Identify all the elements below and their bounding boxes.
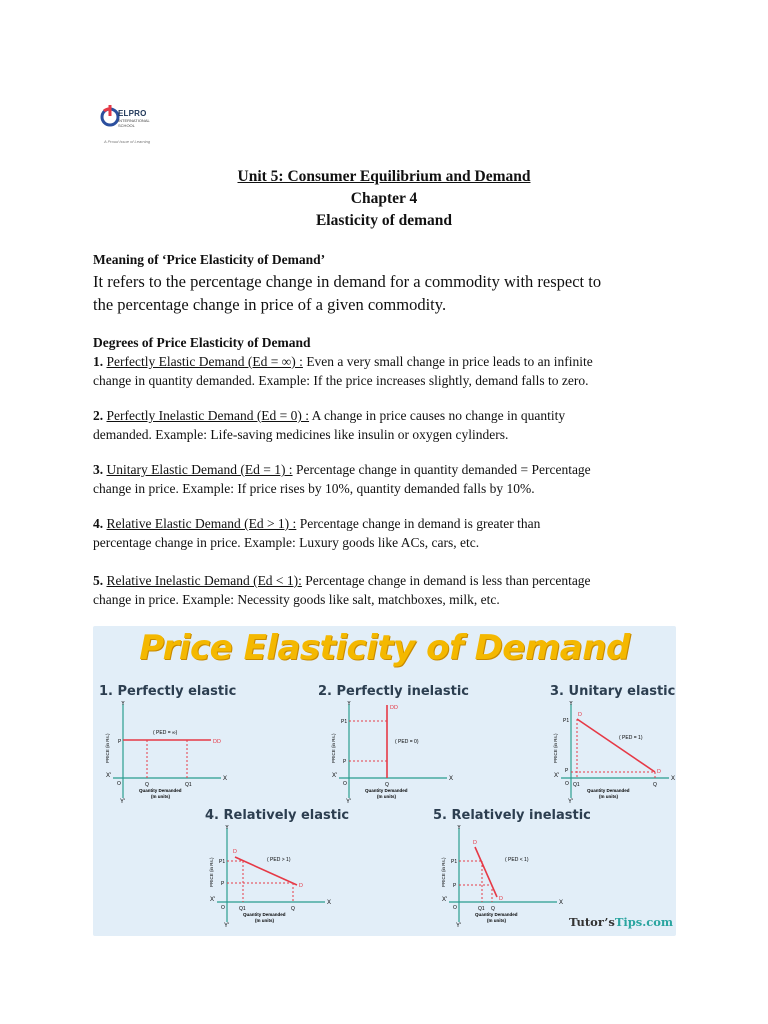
- ped-label: ( PED < 1): [505, 857, 529, 863]
- item-text-cont: change in quantity demanded. Example: If the price increases slightly, demand falls to zero.: [93, 372, 589, 388]
- degree-item-2: [93, 407, 683, 444]
- item-text-cont: demanded. Example: Life-saving medicines like insulin or oxygen cylinders.: [93, 426, 509, 442]
- axis-y: Y: [457, 825, 462, 831]
- credit-part-b: Tips.com: [614, 915, 674, 929]
- item-term: Perfectly Elastic Demand (Ed = ∞) :: [106, 354, 303, 369]
- item-text-cont: percentage change in price. Example: Luxury goods like ACs, cars, etc.: [93, 534, 480, 550]
- qty-label-1: Quantity Demanded: [475, 912, 518, 917]
- d-label-top: D: [578, 712, 582, 718]
- axis-x: X: [449, 776, 454, 782]
- graph-perfectly-elastic: [101, 701, 231, 806]
- degree-item-1: [93, 353, 683, 390]
- meaning-line-1: It refers to the percentage change in demand for a commodity with respect to: [93, 272, 602, 291]
- origin-label: O: [565, 781, 569, 787]
- unit-heading: Unit 5: Consumer Equilibrium and Demand: [237, 168, 531, 185]
- item-text: A change in price causes no change in quantity: [309, 408, 566, 423]
- qty-label-1: Quantity Demanded: [365, 788, 408, 793]
- p-label: P: [565, 768, 569, 774]
- axis-x-neg: X': [210, 897, 216, 903]
- item-number: 3.: [93, 462, 104, 477]
- p1-label: P1: [341, 719, 348, 725]
- graph-perfectly-inelastic: [327, 701, 457, 806]
- item-number: 5.: [93, 573, 104, 588]
- axis-y-neg: Y': [224, 923, 230, 929]
- qty-label-2: (In units): [255, 918, 274, 923]
- axis-x-neg: X': [106, 773, 112, 779]
- axis-y: Y: [569, 701, 574, 707]
- d-label-bottom: D: [499, 896, 503, 902]
- infographic-title: Price Elasticity of Demand: [139, 628, 630, 668]
- axis-x: X: [327, 900, 332, 906]
- ped-label: ( PED > 1): [267, 857, 291, 863]
- degree-item-5: [93, 572, 683, 609]
- ped-label: ( PED = 0): [395, 739, 419, 745]
- axis-y: Y: [225, 825, 230, 831]
- qty-label-1: Quantity Demanded: [139, 788, 182, 793]
- p-label: P: [118, 739, 122, 745]
- credit-part-a: Tutor’s: [569, 915, 615, 929]
- price-axis-label: PRICE (in Rs.): [553, 733, 558, 763]
- degree-item-4: [93, 515, 683, 552]
- dd-label: DD: [213, 739, 221, 745]
- origin-label: O: [117, 781, 121, 787]
- q-label: Q: [653, 782, 657, 788]
- axis-x-neg: X': [442, 897, 448, 903]
- price-axis-label: PRICE (in Rs.): [209, 857, 214, 887]
- axis-x: X: [671, 776, 676, 782]
- price-axis-label: PRICE (in Rs.): [441, 857, 446, 887]
- item-text-cont: change in price. Example: If price rises by 10%, quantity demanded falls by 10%.: [93, 480, 535, 496]
- panel-title-5: 5. Relatively inelastic: [433, 808, 591, 823]
- item-text-cont: change in price. Example: Necessity goods like salt, matchboxes, milk, etc.: [93, 591, 500, 607]
- logo-name: ELPRO: [118, 109, 147, 118]
- item-term: Unitary Elastic Demand (Ed = 1) :: [106, 462, 293, 477]
- q-label: Q: [385, 782, 389, 788]
- elasticity-infographic: [93, 626, 676, 936]
- origin-label: O: [221, 905, 225, 911]
- p-label: P: [221, 881, 225, 887]
- panel-title-3: 3. Unitary elastic: [550, 684, 676, 699]
- dd-label: DD: [390, 705, 398, 711]
- q-label: Q: [291, 906, 295, 912]
- qty-label-2: (In units): [487, 918, 506, 923]
- q1-label: Q1: [185, 782, 192, 788]
- p1-label: P1: [451, 859, 458, 865]
- axis-y-neg: Y': [346, 799, 352, 805]
- panel-title-4: 4. Relatively elastic: [205, 808, 350, 823]
- d-label-top: D: [233, 849, 237, 855]
- axis-y: Y: [347, 701, 352, 707]
- q1-label: Q1: [478, 906, 485, 912]
- logo-sub-2: SCHOOL: [118, 123, 135, 128]
- q-label: Q: [491, 906, 495, 912]
- d-label-bottom: D: [299, 883, 303, 889]
- qty-label-2: (In units): [377, 794, 396, 799]
- item-number: 1.: [93, 354, 104, 369]
- axis-y-neg: Y': [568, 799, 574, 805]
- qty-label-1: Quantity Demanded: [243, 912, 286, 917]
- tutorstips-credit: [569, 915, 673, 929]
- axis-y-neg: Y': [456, 923, 462, 929]
- ped-label: ( PED = 1): [619, 735, 643, 741]
- qty-label-1: Quantity Demanded: [587, 788, 630, 793]
- item-text: Percentage change in demand is less than percentage: [301, 573, 591, 588]
- item-term: Perfectly Inelastic Demand (Ed = 0) :: [106, 408, 310, 423]
- origin-label: O: [343, 781, 347, 787]
- q-label: Q: [145, 782, 149, 788]
- ped-label: ( PED = ∞): [153, 730, 178, 736]
- topic-heading: Elasticity of demand: [315, 212, 453, 229]
- p1-label: P1: [563, 718, 570, 724]
- degree-item-3: [93, 461, 683, 498]
- chapter-heading: Chapter 4: [350, 190, 418, 207]
- axis-x: X: [559, 900, 564, 906]
- axis-x: X: [223, 776, 228, 782]
- qty-label-2: (In units): [599, 794, 618, 799]
- item-number: 4.: [93, 516, 104, 531]
- meaning-line-2: the percentage change in price of a given commodity.: [93, 295, 447, 314]
- origin-label: O: [453, 905, 457, 911]
- graph-unitary-elastic: [549, 701, 679, 806]
- logo-text: [118, 110, 150, 128]
- p-label: P: [453, 883, 457, 889]
- item-term: Relative Inelastic Demand (Ed < 1):: [106, 573, 302, 588]
- d-label-bottom: D: [657, 769, 661, 775]
- qty-label-2: (In units): [151, 794, 170, 799]
- q1-label: Q1: [573, 782, 580, 788]
- logo-tagline: A Proud Issue of Learning: [104, 139, 151, 144]
- price-axis-label: PRICE (in Rs.): [105, 733, 110, 763]
- price-axis-label: PRICE (in Rs.): [331, 733, 336, 763]
- graph-relatively-elastic: [205, 825, 335, 930]
- panel-title-1: 1. Perfectly elastic: [99, 684, 237, 699]
- graph-relatively-inelastic: [437, 825, 567, 930]
- q1-label: Q1: [239, 906, 246, 912]
- item-text: Percentage change in demand is greater than: [296, 516, 541, 531]
- logo-sub-1: INTERNATIONAL: [118, 118, 150, 123]
- item-number: 2.: [93, 408, 104, 423]
- p1-label: P1: [219, 859, 226, 865]
- item-term: Relative Elastic Demand (Ed > 1) :: [106, 516, 297, 531]
- item-text: Even a very small change in price leads to an infinite: [302, 354, 593, 369]
- axis-y: Y: [121, 701, 126, 707]
- p-label: P: [343, 759, 347, 765]
- axis-y-neg: Y': [120, 799, 126, 805]
- meaning-heading: Meaning of ‘Price Elasticity of Demand’: [93, 252, 326, 267]
- axis-x-neg: X': [332, 773, 338, 779]
- panel-title-2: 2. Perfectly inelastic: [318, 684, 469, 699]
- axis-x-neg: X': [554, 773, 560, 779]
- degrees-heading: Degrees of Price Elasticity of Demand: [93, 335, 311, 350]
- d-label-top: D: [473, 840, 477, 846]
- item-text: Percentage change in quantity demanded = Percentage: [292, 462, 591, 477]
